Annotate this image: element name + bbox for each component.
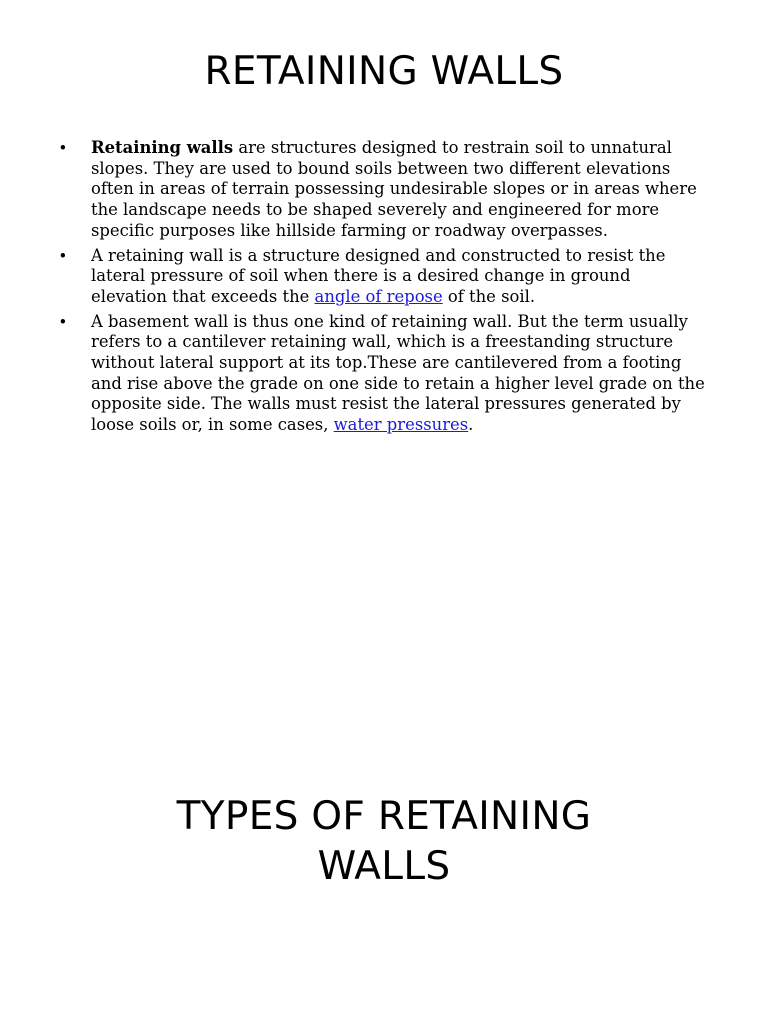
section-title-line-1: TYPES OF RETAINING	[176, 794, 592, 839]
angle-of-repose-link[interactable]: angle of repose	[314, 286, 443, 306]
paragraph-text: A retaining wall is a structure designed and constructed to resist the lateral pressure of soil when there is a desired change in ground elevation that exceeds the	[91, 245, 666, 306]
list-item	[60, 138, 710, 242]
list-item	[60, 312, 710, 436]
paragraph-text: .	[468, 415, 474, 435]
bullet-icon: •	[60, 246, 66, 265]
bullet-icon: •	[60, 312, 66, 331]
page-title: RETAINING WALLS	[204, 49, 564, 94]
paragraph-text: A basement wall is thus one kind of retaining wall. But the term usually refers to a cantilever retaining wall, which is a freestanding structure without lateral support at its top.These are cantilevered from a footing and rise above the grade on one side to retain a higher level grade on the opposite side. The walls must resist the lateral pressures generated by loose soils or, in some cases,	[91, 311, 705, 435]
bold-term: Retaining walls	[91, 138, 234, 157]
list-item	[60, 246, 710, 308]
paragraph-text: are structures designed to restrain soil to unnatural slopes. They are used to bound soils between two different elevations often in areas of terrain possessing undesirable slopes or in areas where the landscape needs to be shaped severely and engineered for more specific purposes like hillside farming or roadway overpasses.	[91, 138, 697, 240]
water-pressures-link[interactable]: water pressures	[333, 415, 469, 435]
section-title	[0, 792, 768, 892]
paragraph-text: of the soil.	[442, 286, 536, 306]
section-title-line-2: WALLS	[317, 844, 451, 889]
bullet-list	[60, 138, 710, 440]
bullet-icon: •	[60, 139, 66, 157]
